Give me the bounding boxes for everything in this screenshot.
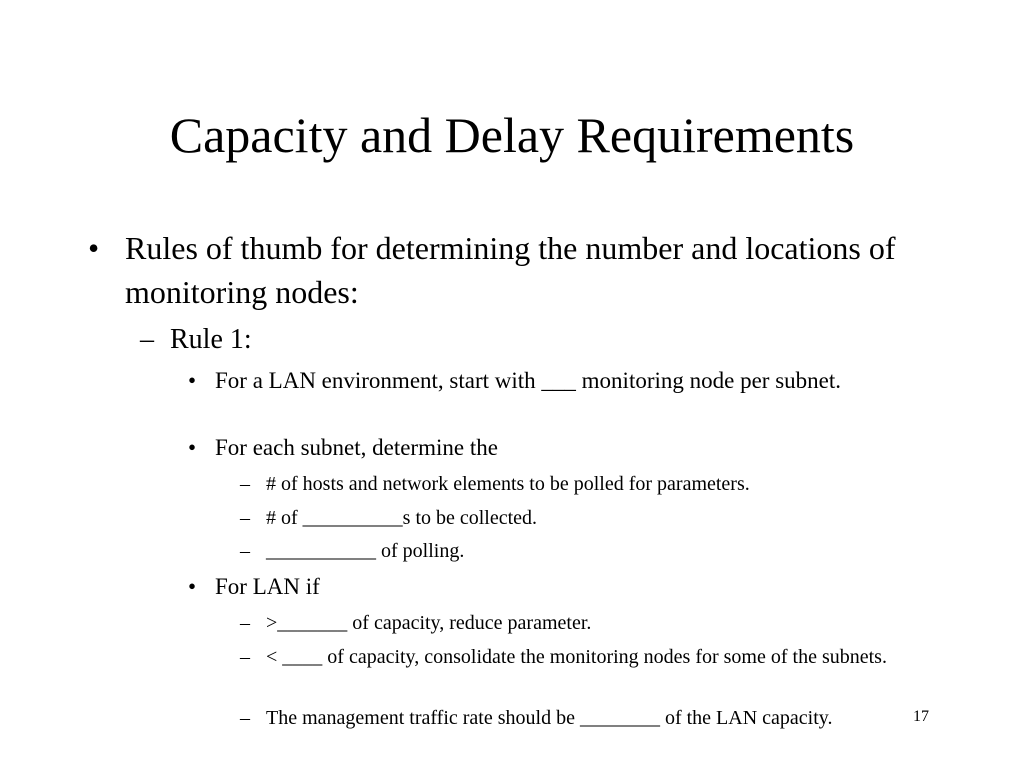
bullet-icon: •	[188, 574, 197, 599]
sub-item-hosts-count	[240, 470, 940, 498]
slide-title: Capacity and Delay Requirements	[169, 107, 855, 163]
sub-item-collected-count	[240, 504, 940, 532]
sub-item-text: ___________ of polling.	[266, 540, 465, 562]
bullet-text: Rules of thumb for determining the number and locations of monitoring nodes:	[125, 230, 896, 310]
sub-item-text: # of hosts and network elements to be polled for parameters.	[266, 473, 750, 495]
dash-icon: –	[240, 612, 250, 634]
bullet-item-rules-of-thumb	[88, 226, 908, 314]
bullet-text: For LAN if	[215, 574, 320, 599]
bullet-text: For a LAN environment, start with ___ monitoring node per subnet.	[215, 368, 842, 393]
dash-icon: –	[240, 540, 250, 562]
sub-item-greater-capacity	[240, 609, 940, 637]
dash-icon: –	[240, 707, 250, 729]
sub-item-text: Rule 1:	[170, 324, 252, 355]
sub-item-less-capacity	[240, 643, 940, 671]
dash-icon: –	[240, 507, 250, 529]
dash-icon: –	[140, 324, 154, 355]
bullet-text: For each subnet, determine the	[215, 435, 498, 460]
sub-item-text: < ____ of capacity, consolidate the monitoring nodes for some of the subnets.	[266, 646, 887, 668]
sub-item-text: >_______ of capacity, reduce parameter.	[266, 612, 592, 634]
sub-item-text: The management traffic rate should be ________ of the LAN capacity.	[266, 707, 833, 729]
sub-item-traffic-rate	[240, 704, 940, 732]
bullet-item-lan-environment	[188, 367, 908, 395]
sub-item-text: # of __________s to be collected.	[266, 507, 538, 529]
sub-item-polling	[240, 537, 940, 565]
page-number: 17	[913, 708, 929, 725]
dash-icon: –	[240, 473, 250, 495]
bullet-icon: •	[188, 368, 197, 393]
sub-item-rule-1	[140, 322, 900, 358]
bullet-icon: •	[88, 230, 100, 266]
dash-icon: –	[240, 646, 250, 668]
bullet-item-each-subnet	[188, 434, 908, 462]
bullet-item-for-lan-if	[188, 573, 908, 601]
bullet-icon: •	[188, 435, 197, 460]
